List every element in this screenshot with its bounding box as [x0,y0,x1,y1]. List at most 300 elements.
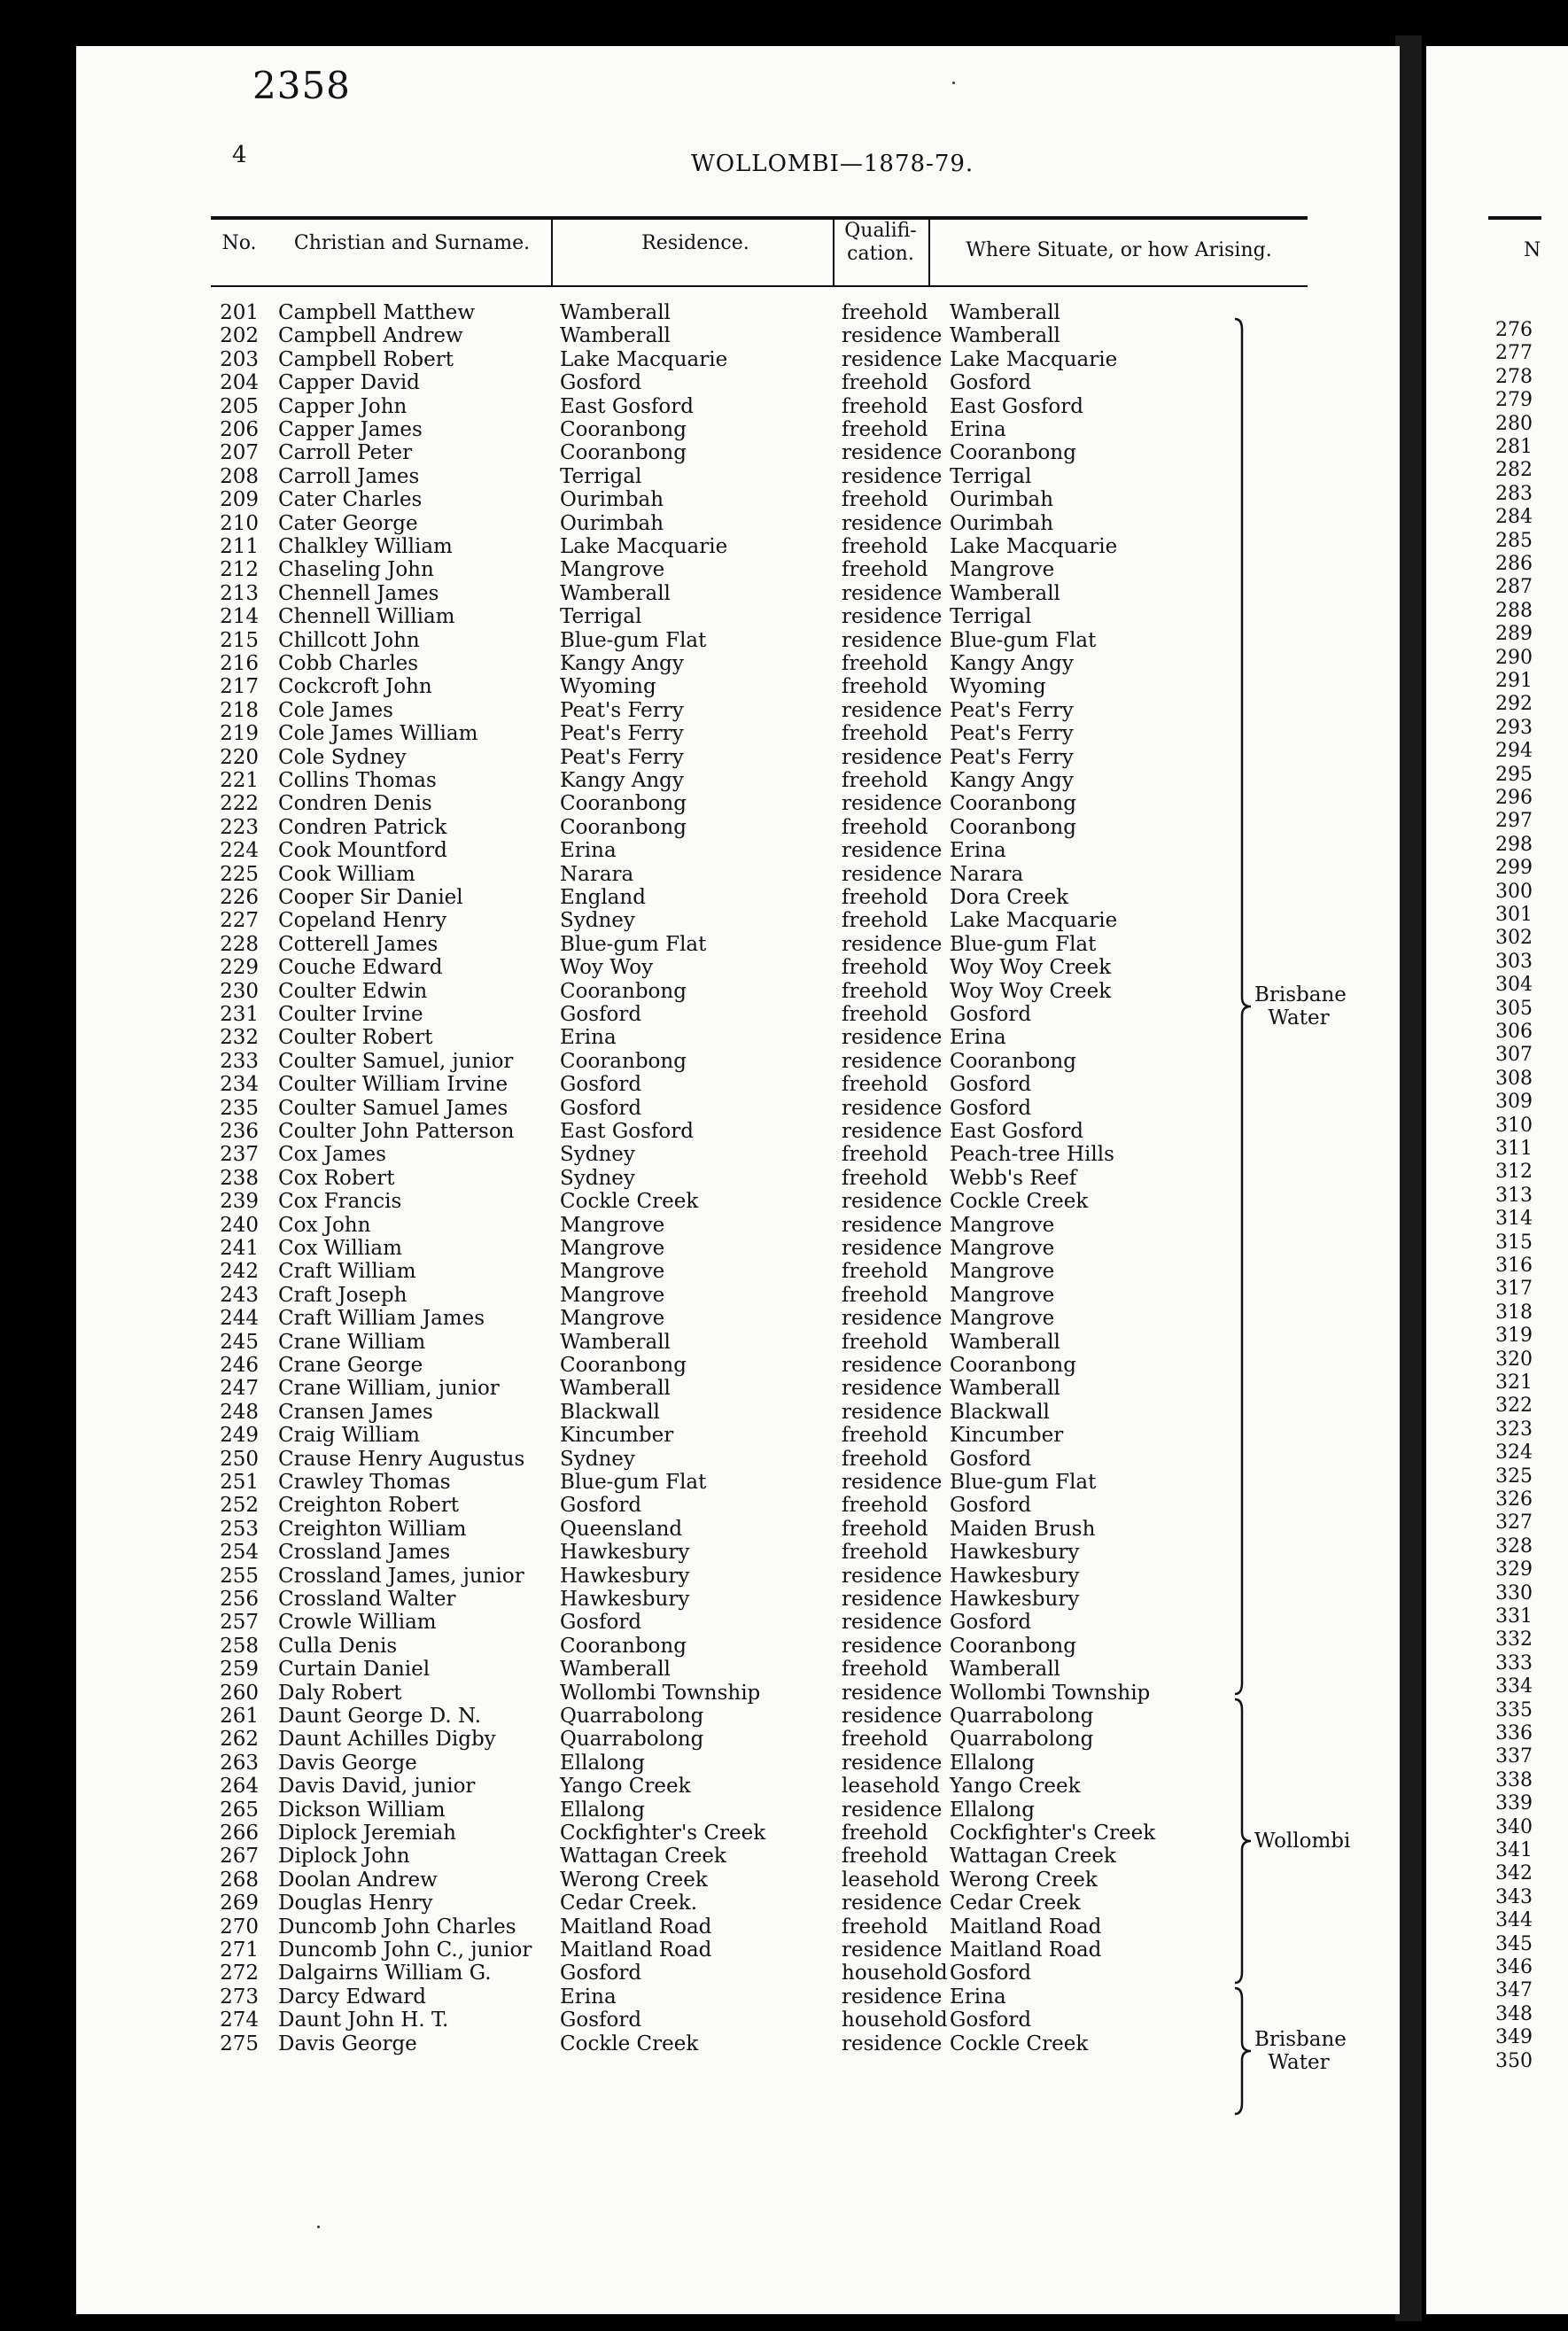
row-where: Gosford [950,1962,1032,1985]
row-where: Blue-gum Flat [950,628,1097,652]
row-name: Coulter Robert [278,1026,433,1050]
row-residence: Erina [560,839,617,863]
row-qualification: residence [842,932,943,956]
next-page-row-number: 290 [1495,646,1533,669]
row-number: 272 [220,1962,259,1985]
next-page-row-number: 323 [1495,1418,1533,1441]
row-number: 219 [220,722,259,746]
row-qualification: freehold [842,1494,928,1518]
row-qualification: freehold [842,909,928,933]
row-qualification: freehold [842,1517,928,1541]
row-number: 239 [220,1190,259,1214]
next-page-row-number: 300 [1495,880,1533,903]
row-name: Carroll Peter [278,441,413,465]
row-where: Werong Creek [950,1868,1098,1892]
row-name: Coulter William Irvine [278,1073,508,1097]
row-qualification: residence [842,1634,943,1658]
row-residence: Cooranbong [560,418,687,441]
next-page-row-number: 335 [1495,1698,1533,1721]
row-number: 268 [220,1868,259,1892]
row-where: Maiden Brush [950,1517,1096,1541]
row-residence: Sydney [560,1143,635,1167]
row-name: Curtain Daniel [278,1658,431,1682]
row-number: 262 [220,1728,259,1752]
row-residence: Yango Creek [560,1775,691,1799]
row-number: 231 [220,1003,259,1026]
row-residence: Gosford [560,371,642,395]
row-residence: East Gosford [560,394,694,418]
row-qualification: freehold [842,979,928,1003]
row-qualification: leasehold [842,1868,940,1892]
row-qualification: freehold [842,956,928,980]
row-qualification: freehold [842,1424,928,1448]
row-where: Blackwall [950,1400,1050,1424]
row-number: 206 [220,418,259,441]
row-qualification: residence [842,1400,943,1424]
row-residence: Cockfighter's Creek [560,1822,766,1845]
row-qualification: freehold [842,722,928,746]
row-residence: Maitland Road [560,1939,712,1962]
row-number: 244 [220,1307,259,1331]
row-residence: Erina [560,1985,617,2009]
row-number: 246 [220,1354,259,1377]
row-name: Cox John [278,1213,371,1237]
row-where: Gosford [950,1494,1032,1518]
row-residence: Mangrove [560,1283,665,1307]
row-number: 217 [220,675,259,699]
row-where: Kangy Angy [950,769,1074,792]
next-page-row-number: 295 [1495,763,1533,786]
next-page-row-number: 280 [1495,412,1533,435]
next-page-row-number: 344 [1495,1909,1533,1932]
row-name: Daunt Achilles Digby [278,1728,496,1752]
row-number: 255 [220,1564,259,1588]
row-name: Cooper Sir Daniel [278,886,463,909]
row-qualification: residence [842,1354,943,1377]
row-qualification: residence [842,862,943,886]
row-qualification: freehold [842,1658,928,1682]
row-where: Gosford [950,1096,1032,1120]
row-number: 216 [220,652,259,675]
next-page-row-number: 279 [1495,389,1533,412]
row-residence: Wamberall [560,324,671,348]
row-residence: Blue-gum Flat [560,628,707,652]
row-name: Chaseling John [278,558,434,582]
row-number: 232 [220,1026,259,1050]
row-where: Woy Woy Creek [950,956,1112,980]
row-residence: Peat's Ferry [560,722,684,746]
row-residence: Quarrabolong [560,1728,704,1752]
row-number: 241 [220,1237,259,1260]
row-where: Cooranbong [950,1049,1076,1073]
row-name: Coulter Irvine [278,1003,423,1026]
row-name: Dickson William [278,1798,446,1822]
row-number: 252 [220,1494,259,1518]
row-qualification: residence [842,745,943,769]
row-qualification: residence [842,1939,943,1962]
next-page-row-number: 327 [1495,1511,1533,1535]
row-residence: Erina [560,1026,617,1050]
row-residence: Mangrove [560,1213,665,1237]
row-number: 221 [220,769,259,792]
row-name: Condren Patrick [278,815,447,839]
row-residence: Ourimbah [560,511,664,535]
row-number: 251 [220,1471,259,1494]
row-name: Crause Henry Augustus [278,1447,525,1471]
row-where: Mangrove [950,1213,1055,1237]
header-top-rule [211,216,1308,220]
row-qualification: freehold [842,394,928,418]
next-page-row-number: 308 [1495,1067,1533,1090]
row-qualification: freehold [842,418,928,441]
row-residence: Gosford [560,1494,642,1518]
row-where: Quarrabolong [950,1728,1094,1752]
row-number: 203 [220,347,259,371]
row-name: Cole Sydney [278,745,407,769]
next-page-row-number: 320 [1495,1348,1533,1371]
row-qualification: residence [842,347,943,371]
row-qualification: residence [842,698,943,722]
row-number: 222 [220,792,259,816]
row-where: Mangrove [950,1237,1055,1260]
row-where: Yango Creek [950,1775,1081,1799]
row-number: 249 [220,1424,259,1448]
row-qualification: freehold [842,1003,928,1026]
row-name: Coulter Samuel James [278,1096,508,1120]
row-name: Craft William [278,1260,416,1284]
row-qualification: residence [842,1564,943,1588]
row-where: Cockfighter's Creek [950,1822,1156,1845]
row-where: Cedar Creek [950,1892,1081,1915]
row-where: Cooranbong [950,792,1076,816]
row-name: Crossland James [278,1541,451,1565]
row-qualification: freehold [842,1822,928,1845]
row-residence: Gosford [560,1073,642,1097]
row-residence: Wamberall [560,581,671,605]
row-number: 213 [220,581,259,605]
row-number: 236 [220,1120,259,1143]
row-where: Wattagan Creek [950,1845,1116,1869]
row-where: Gosford [950,371,1032,395]
next-page-row-number: 343 [1495,1885,1533,1908]
district-label-brisbane-water-1: Brisbane Water [1254,983,1347,1030]
row-number: 228 [220,932,259,956]
next-page-row-number: 331 [1495,1605,1533,1628]
header-name: Christian and Surname. [293,232,531,254]
row-number: 204 [220,371,259,395]
next-page-header-fragment: N [1524,239,1541,261]
row-qualification: residence [842,1751,943,1775]
next-page-row-number: 293 [1495,716,1533,739]
next-page-row-number: 328 [1495,1535,1533,1558]
row-name: Cockcroft John [278,675,432,699]
row-qualification: residence [842,1096,943,1120]
row-where: Wyoming [950,675,1046,699]
row-qualification: freehold [842,535,928,558]
row-where: Narara [950,862,1024,886]
row-number: 263 [220,1751,259,1775]
row-qualification: residence [842,441,943,465]
row-qualification: residence [842,1377,943,1401]
row-qualification: household [842,1962,948,1985]
row-number: 260 [220,1681,259,1705]
row-name: Condren Denis [278,792,432,816]
row-residence: East Gosford [560,1120,694,1143]
row-residence: Blue-gum Flat [560,1471,707,1494]
row-residence: Mangrove [560,1307,665,1331]
row-residence: Cooranbong [560,441,687,465]
next-page-row-number: 322 [1495,1395,1533,1418]
row-number: 264 [220,1775,259,1799]
row-where: Wamberall [950,1330,1060,1354]
row-number: 212 [220,558,259,582]
row-residence: Woy Woy [560,956,654,980]
row-qualification: household [842,2009,948,2032]
row-residence: Mangrove [560,1260,665,1284]
row-residence: Gosford [560,1611,642,1635]
next-page-row-number: 342 [1495,1862,1533,1885]
row-number: 256 [220,1588,259,1611]
next-page-row-number: 315 [1495,1231,1533,1254]
row-name: Douglas Henry [278,1892,433,1915]
page-stamp-number: 2358 [252,64,351,107]
row-residence: Terrigal [560,464,642,488]
row-name: Campbell Matthew [278,301,476,324]
header-divider-1 [551,216,553,285]
row-residence: Narara [560,862,634,886]
next-page-row-number: 277 [1495,342,1533,365]
row-name: Couche Edward [278,956,443,980]
row-number: 210 [220,511,259,535]
row-name: Cox Francis [278,1190,402,1214]
row-name: Daunt George D. N. [278,1705,482,1728]
row-qualification: freehold [842,1330,928,1354]
header-qualification-line1: Qualifi- [844,220,917,242]
row-name: Crane William, junior [278,1377,500,1401]
next-page-row-number: 332 [1495,1628,1533,1651]
row-where: Dora Creek [950,886,1069,909]
row-qualification: residence [842,1588,943,1611]
row-residence: Cockle Creek [560,2032,699,2055]
row-qualification: freehold [842,1283,928,1307]
row-name: Capper David [278,371,420,395]
row-residence: Kangy Angy [560,652,684,675]
row-residence: Kincumber [560,1424,674,1448]
row-qualification: freehold [842,1260,928,1284]
row-residence: Hawkesbury [560,1541,690,1565]
row-number: 229 [220,956,259,980]
next-page-row-number: 278 [1495,365,1533,388]
row-residence: Wamberall [560,1377,671,1401]
next-page-row-number: 285 [1495,529,1533,552]
row-residence: Lake Macquarie [560,535,728,558]
next-page-row-number: 283 [1495,482,1533,505]
next-page-row-number: 317 [1495,1278,1533,1301]
row-where: Kangy Angy [950,652,1074,675]
next-page-row-number: 339 [1495,1792,1533,1815]
row-number: 265 [220,1798,259,1822]
row-where: Wamberall [950,301,1060,324]
row-name: Dalgairns William G. [278,1962,492,1985]
row-where: Cooranbong [950,441,1076,465]
row-name: Diplock John [278,1845,410,1869]
row-residence: Gosford [560,2009,642,2032]
row-name: Crossland James, junior [278,1564,524,1588]
next-page-row-number: 324 [1495,1441,1533,1465]
row-qualification: freehold [842,1166,928,1190]
row-where: Mangrove [950,1283,1055,1307]
row-name: Diplock Jeremiah [278,1822,456,1845]
header-divider-2 [833,216,834,285]
row-qualification: freehold [842,488,928,512]
row-where: Hawkesbury [950,1588,1080,1611]
row-qualification: freehold [842,371,928,395]
row-qualification: freehold [842,652,928,675]
row-where: Mangrove [950,1260,1055,1284]
row-name: Cole James William [278,722,478,746]
next-page-row-number: 301 [1495,904,1533,926]
row-number: 224 [220,839,259,863]
row-number: 207 [220,441,259,465]
row-number: 245 [220,1330,259,1354]
row-where: Wamberall [950,324,1060,348]
row-residence: Hawkesbury [560,1564,690,1588]
row-qualification: freehold [842,1143,928,1167]
next-page-row-number: 314 [1495,1208,1533,1231]
row-where: Quarrabolong [950,1705,1094,1728]
row-where: Gosford [950,1073,1032,1097]
row-residence: Cooranbong [560,979,687,1003]
register-page [76,46,1400,2314]
row-number: 225 [220,862,259,886]
speck [317,2226,320,2228]
header-divider-3 [928,216,930,285]
row-number: 233 [220,1049,259,1073]
row-qualification: residence [842,1705,943,1728]
next-page-row-number: 291 [1495,670,1533,692]
next-page-row-number: 282 [1495,459,1533,482]
row-name: Daly Robert [278,1681,402,1705]
district-label-wollombi: Wollombi [1254,1830,1351,1853]
row-number: 261 [220,1705,259,1728]
row-residence: Wyoming [560,675,656,699]
row-where: Maitland Road [950,1939,1102,1962]
next-page-row-number: 305 [1495,997,1533,1020]
next-page-row-number: 287 [1495,576,1533,599]
row-qualification: residence [842,1892,943,1915]
row-number: 201 [220,301,259,324]
row-residence: Mangrove [560,1237,665,1260]
next-page-row-number: 294 [1495,740,1533,763]
row-qualification: residence [842,1237,943,1260]
row-qualification: freehold [842,675,928,699]
row-qualification: freehold [842,815,928,839]
row-where: Wamberall [950,1377,1060,1401]
row-name: Craig William [278,1424,420,1448]
row-where: Cockle Creek [950,2032,1089,2055]
row-qualification: freehold [842,1915,928,1939]
row-where: Blue-gum Flat [950,932,1097,956]
row-residence: Lake Macquarie [560,347,728,371]
row-qualification: residence [842,1190,943,1214]
row-qualification: residence [842,628,943,652]
next-page-row-number: 307 [1495,1044,1533,1067]
next-page-row-number: 349 [1495,2026,1533,2049]
next-page-row-number: 341 [1495,1839,1533,1861]
row-qualification: residence [842,792,943,816]
next-page-row-number: 350 [1495,2049,1533,2072]
row-number: 259 [220,1658,259,1682]
header-no: No. [221,232,257,254]
next-page-row-number: 297 [1495,810,1533,833]
next-page-row-number: 310 [1495,1114,1533,1137]
row-qualification: residence [842,1307,943,1331]
row-name: Davis George [278,1751,417,1775]
row-qualification: residence [842,1049,943,1073]
row-qualification: freehold [842,1845,928,1869]
next-page-row-number: 298 [1495,833,1533,856]
row-residence: Wollombi Township [560,1681,761,1705]
row-qualification: residence [842,1681,943,1705]
row-name: Campbell Robert [278,347,454,371]
row-number: 269 [220,1892,259,1915]
row-where: Gosford [950,2009,1032,2032]
next-page-row-number: 334 [1495,1675,1533,1698]
row-name: Daunt John H. T. [278,2009,449,2032]
row-name: Darcy Edward [278,1985,426,2009]
row-where: Cockle Creek [950,1190,1089,1214]
row-where: Wollombi Township [950,1681,1151,1705]
row-where: Erina [950,1985,1006,2009]
row-number: 247 [220,1377,259,1401]
row-name: Chalkley William [278,535,453,558]
row-name: Crawley Thomas [278,1471,451,1494]
row-qualification: residence [842,1611,943,1635]
next-page-row-number: 345 [1495,1932,1533,1955]
row-number: 226 [220,886,259,909]
row-qualification: residence [842,2032,943,2055]
row-name: Chennell William [278,605,455,629]
row-qualification: residence [842,1985,943,2009]
row-number: 254 [220,1541,259,1565]
row-residence: Peat's Ferry [560,698,684,722]
district-label-brisbane-water-2: Brisbane Water [1254,2028,1347,2074]
row-residence: Blue-gum Flat [560,932,707,956]
next-page-row-number: 311 [1495,1138,1533,1160]
next-page-row-number: 316 [1495,1255,1533,1277]
row-where: Terrigal [950,464,1032,488]
row-number: 242 [220,1260,259,1284]
row-name: Crane William [278,1330,426,1354]
row-qualification: residence [842,1471,943,1494]
page-title: WOLLOMBI—1878-79. [691,151,974,177]
next-page-row-number: 346 [1495,1956,1533,1978]
row-where: Cooranbong [950,1634,1076,1658]
next-page-row-number: 289 [1495,623,1533,646]
row-where: Peat's Ferry [950,722,1074,746]
row-name: Capper James [278,418,423,441]
row-qualification: residence [842,1213,943,1237]
next-page-row-number: 325 [1495,1465,1533,1488]
row-name: Craft William James [278,1307,485,1331]
next-page-row-number: 326 [1495,1488,1533,1511]
next-page-row-number: 347 [1495,1979,1533,2002]
row-where: Hawkesbury [950,1541,1080,1565]
row-name: Crossland Walter [278,1588,456,1611]
next-page-row-number: 319 [1495,1325,1533,1348]
row-name: Cransen James [278,1400,433,1424]
row-number: 227 [220,909,259,933]
